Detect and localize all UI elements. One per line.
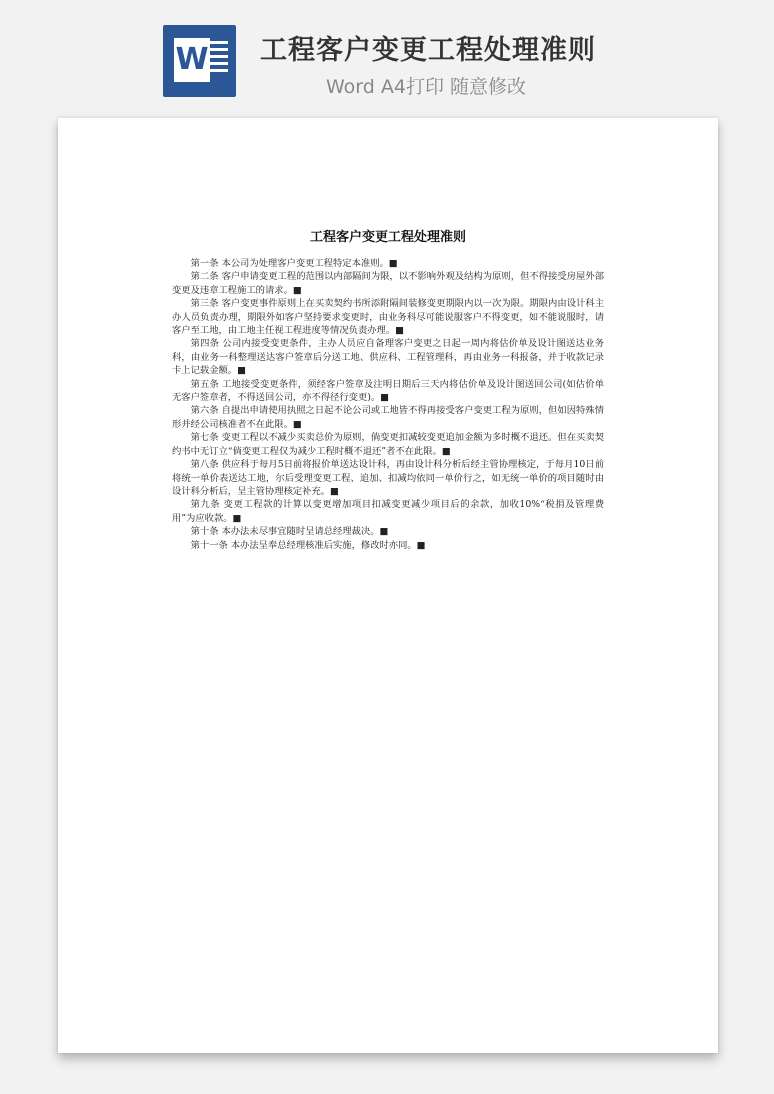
- document-title: 工程客户变更工程处理准则: [309, 230, 466, 245]
- word-icon-letter: W: [174, 38, 210, 82]
- article-11: 第十一条 本办法呈奉总经理核准后实施，修改时亦同。■: [190, 539, 426, 551]
- article-8: 第八条 供应科于每月5日前将报价单送达设计科，再由设计科分析后经主管协理核定，于每月10日前将统一单价表送达工地，尔后受理变更工程、追加、扣减均依同一单价行之，如无统一单价的项目随时由设计科分析后，呈主管协理核定补充。■: [172, 459, 604, 497]
- article-6: 第六条 自提出申请使用执照之日起不论公司或工地皆不得再接受客户变更工程为原则，但如因特殊情形并经公司核准者不在此限。■: [172, 405, 604, 430]
- header-title: 工程客户变更工程处理准则: [260, 35, 596, 66]
- article-9: 第九条 变更工程款的计算以变更增加项目扣减变更减少项目后的余款，加收10%“税捐及管理费用”为应收款。■: [172, 499, 604, 524]
- article-3: 第三条 客户变更事件原则上在买卖契约书所添附隔间装修变更期限内以一次为限。期限内由设计科主办人员负责办理，期限外如客户坚持要求变更时，由业务科尽可能说服客户不得变更，如不能说服时，请客户至工地，由工地主任视工程进度等情况负责办理。■: [172, 298, 604, 337]
- article-2: 第二条 客户申请变更工程的范围以内部隔间为限，以不影响外观及结构为原则，但不得接受房屋外部变更及违章工程施工的请求。■: [172, 271, 604, 296]
- page-header: [0, 0, 774, 118]
- word-icon: [163, 25, 236, 97]
- document-body: [172, 257, 604, 552]
- article-5: 第五条 工地接受变更条件，须经客户签章及注明日期后三天内将估价单及设计图送回公司(如估价单无客户签章者，不得送回公司，亦不得径行变更)。■: [172, 378, 604, 404]
- article-1: 第一条 本公司为处理客户变更工程特定本准则。■: [190, 258, 398, 269]
- article-10: 第十条 本办法未尽事宜随时呈请总经理裁决。■: [190, 526, 389, 538]
- article-7: 第七条 变更工程以不减少买卖总价为原则，倘变更扣减较变更追加金额为多时概不退还。但在买卖契约书中无订立“倘变更工程仅为减少工程时概不退还”者不在此限。■: [172, 432, 604, 457]
- header-subtitle: Word A4打印 随意修改: [326, 76, 527, 98]
- document-page: [58, 118, 718, 1053]
- article-4: 第四条 公司内接受变更条件，主办人员应自备理客户变更之日起一周内将估价单及设计图送达业务科，由业务一科整理送达客户签章后分送工地、供应科、工程管理科，再由业务一科报备，并于收款记录卡上记载金额。■: [172, 338, 604, 377]
